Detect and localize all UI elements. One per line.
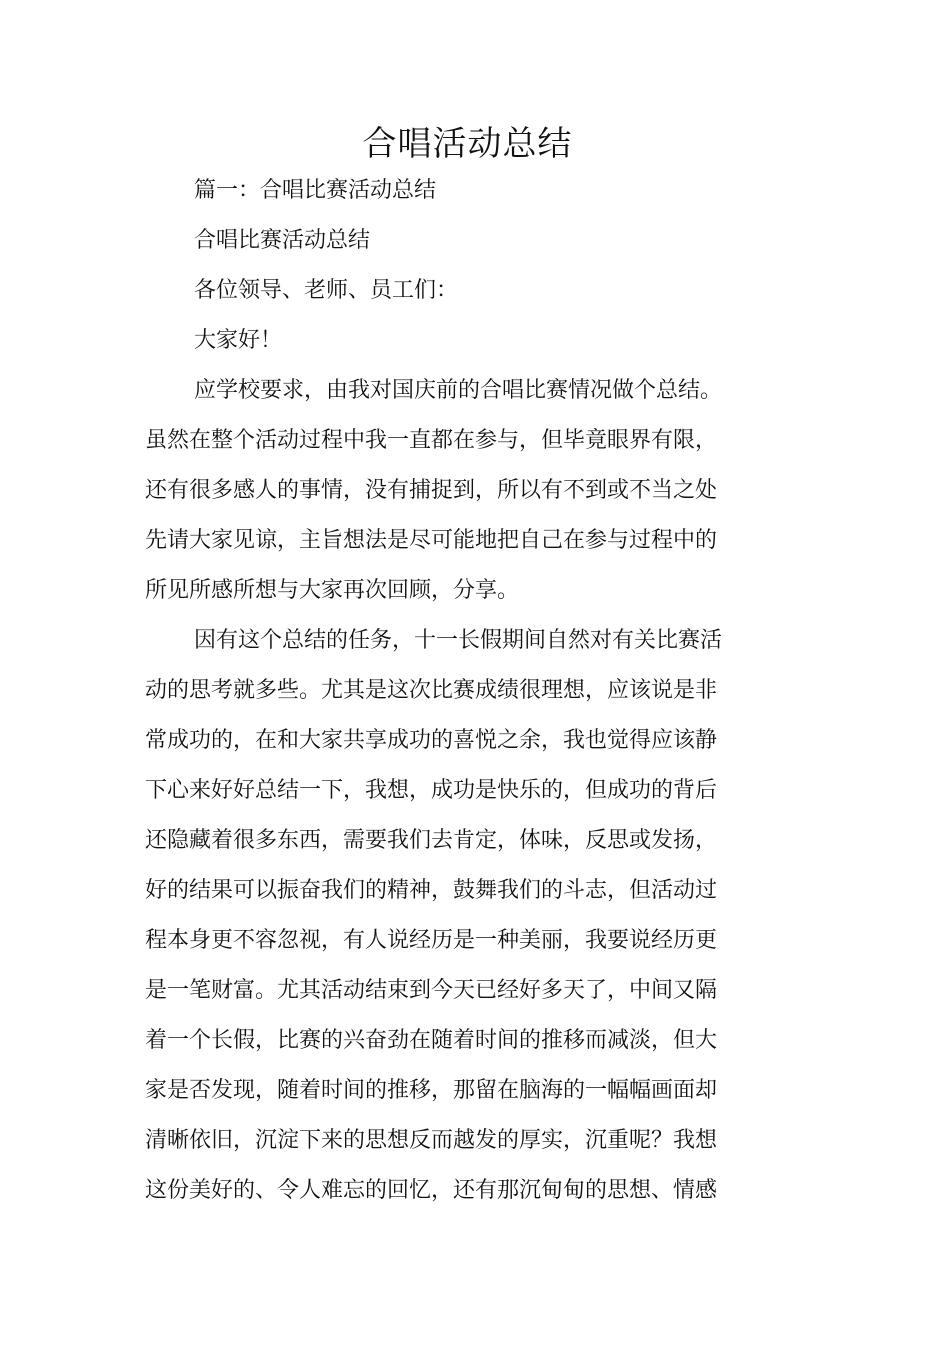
section-heading: 篇一：合唱比赛活动总结: [194, 178, 437, 203]
paragraph-line: 还隐藏着很多东西，需要我们去肯定，体味，反思或发扬，: [145, 828, 718, 853]
paragraph-line: 应学校要求，由我对国庆前的合唱比赛情况做个总结。: [194, 378, 723, 403]
paragraph-line: 还有很多感人的事情，没有捕捉到，所以有不到或不当之处: [145, 478, 718, 503]
paragraph-line: 家是否发现，随着时间的推移，那留在脑海的一幅幅画面却: [145, 1078, 718, 1103]
greeting: 大家好！: [194, 328, 283, 353]
paragraph-line: 动的思考就多些。尤其是这次比赛成绩很理想，应该说是非: [145, 678, 718, 703]
paragraph-line: 是一笔财富。尤其活动结束到今天已经好多天了，中间又隔: [145, 978, 718, 1003]
paragraph-line: 因有这个总结的任务，十一长假期间自然对有关比赛活: [194, 628, 723, 653]
paragraph-line: 程本身更不容忽视，有人说经历是一种美丽，我要说经历更: [145, 928, 718, 953]
paragraph-line: 常成功的，在和大家共享成功的喜悦之余，我也觉得应该静: [145, 728, 718, 753]
paragraph-line: 所见所感所想与大家再次回顾，分享。: [145, 578, 520, 603]
paragraph-line: 清晰依旧，沉淀下来的思想反而越发的厚实，沉重呢？我想: [145, 1128, 718, 1153]
salutation: 各位领导、老师、员工们：: [194, 278, 459, 303]
paragraph-line: 好的结果可以振奋我们的精神，鼓舞我们的斗志，但活动过: [145, 878, 718, 903]
paragraph-line: 下心来好好总结一下，我想，成功是快乐的，但成功的背后: [145, 778, 718, 803]
paragraph-line: 着一个长假，比赛的兴奋劲在随着时间的推移而减淡，但大: [145, 1028, 718, 1053]
document-title: 合唱活动总结: [362, 124, 573, 164]
paragraph-line: 虽然在整个活动过程中我一直都在参与，但毕竟眼界有限，: [145, 428, 718, 453]
paragraph-line: 先请大家见谅，主旨想法是尽可能地把自己在参与过程中的: [145, 528, 718, 553]
subheading: 合唱比赛活动总结: [194, 228, 371, 253]
paragraph-line: 这份美好的、令人难忘的回忆，还有那沉甸甸的思想、情感: [145, 1178, 718, 1203]
